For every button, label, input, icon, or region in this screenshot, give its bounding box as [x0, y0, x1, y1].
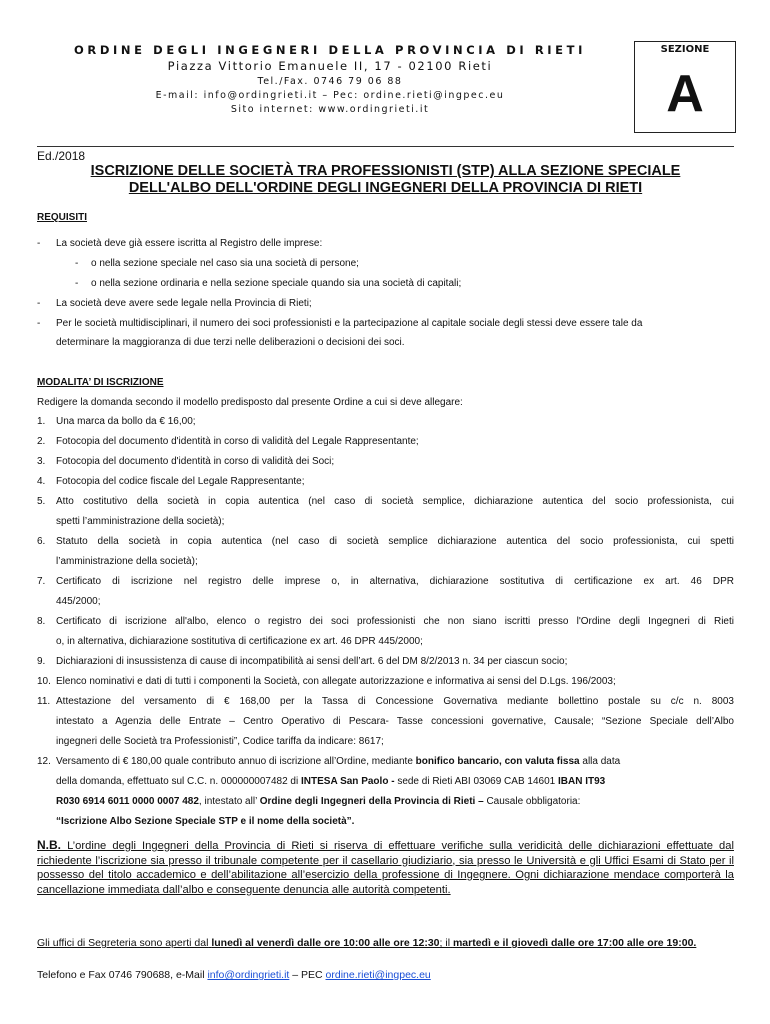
- org-phone: Tel./Fax. 0746 79 06 88: [257, 76, 403, 87]
- payment-text: sede di Rieti ABI 03069 CAB 14601: [397, 776, 556, 787]
- item-number: 5.: [37, 496, 46, 507]
- payment-text: , intestato all’: [198, 796, 257, 807]
- payment-text: Causale obbligatoria:: [486, 796, 581, 807]
- item-number: 7.: [37, 576, 46, 587]
- list-item-cont: l’amministrazione della società);: [56, 556, 198, 567]
- modalita-heading: MODALITA’ DI ISCRIZIONE: [37, 377, 164, 388]
- header-divider: [37, 146, 734, 147]
- hours-text: ; il: [439, 937, 451, 949]
- list-item: Una marca da bollo da € 16,00;: [56, 416, 196, 427]
- payment-text: alla data: [582, 756, 621, 767]
- modalita-intro: Redigere la domanda secondo il modello predisposto dal presente Ordine a cui si deve allegare:: [37, 397, 463, 408]
- list-item-cont: ingegneri delle Società tra Professionisti”, Codice tariffa da indicare: 8617;: [56, 736, 384, 747]
- beneficiary: Ordine degli Ingegneri della Provincia di Rieti –: [259, 796, 484, 807]
- email-link[interactable]: info@ordingrieti.it: [207, 969, 290, 981]
- list-item: Atto costitutivo della società in copia autentica (nel caso di società semplice, dichiarazione autentica del socio professionista, cui: [56, 496, 734, 507]
- requisito-item: La società deve avere sede legale nella Provincia di Rieti;: [56, 298, 312, 309]
- office-hours: [37, 937, 734, 950]
- list-item: Certificato di iscrizione nel registro delle imprese o, in alternativa, dichiarazione sostitutiva di certificazione ex art. 46 DPR: [56, 576, 734, 587]
- section-box: [634, 41, 736, 133]
- item-number: 1.: [37, 416, 46, 427]
- pec-link[interactable]: ordine.rieti@ingpec.eu: [325, 969, 431, 981]
- list-item: Certificato di iscrizione all'albo, elenco o registro dei soci professionisti che non siano iscritti presso l'Ordine degli Ingegneri di Rieti: [56, 616, 734, 627]
- org-email: E-mail: info@ordingrieti.it – Pec: ordine.rieti@ingpec.eu: [155, 90, 505, 101]
- payment-text: Versamento di € 180,00 quale contributo annuo di iscrizione all’Ordine, mediante: [56, 756, 413, 767]
- bank-name: INTESA San Paolo -: [301, 776, 395, 787]
- bullet-dash: -: [37, 238, 41, 249]
- contact-text: – PEC: [292, 969, 323, 981]
- item-number: 4.: [37, 476, 46, 487]
- requisiti-heading: REQUISITI: [37, 212, 88, 223]
- list-item-cont: spetti l’amministrazione della società);: [56, 516, 225, 527]
- org-address: Piazza Vittorio Emanuele II, 17 - 02100 Rieti: [167, 59, 493, 73]
- list-item-cont: intestato a Agenzia delle Entrate – Centro Operativo di Pescara- Tasse concessioni governative, Causale; “Sezione Speciale dell’Albo: [56, 716, 734, 727]
- list-item-cont: [56, 816, 354, 827]
- section-label: SEZIONE: [660, 44, 710, 55]
- list-item: Fotocopia del documento d'identità in corso di validità del Legale Rappresentante;: [56, 436, 419, 447]
- requisito-item-cont: determinare la maggioranza di due terzi nelle deliberazioni o decisioni dei soci.: [56, 337, 405, 348]
- item-number: 10.: [37, 676, 51, 687]
- list-item: Attestazione del versamento di € 168,00 per la Tassa di Concessione Governativa mediante bollettino postale su c/c n. 8003: [56, 696, 734, 707]
- hours-weekdays: lunedì al venerdì dalle ore 10:00 alle ore 12:30: [211, 937, 440, 949]
- list-item: Fotocopia del codice fiscale del Legale Rappresentante;: [56, 476, 305, 487]
- list-item: Fotocopia del documento d'identità in corso di validità dei Soci;: [56, 456, 335, 467]
- org-website: Sito internet: www.ordingrieti.it: [230, 104, 430, 115]
- list-item: Elenco nominativi e dati di tutti i componenti la Società, con allegate autorizzazione e informativa ai sensi del D.Lgs. 196/2003;: [56, 676, 616, 687]
- org-name: ORDINE DEGLI INGEGNERI DELLA PROVINCIA DI RIETI: [74, 43, 586, 57]
- item-number: 3.: [37, 456, 46, 467]
- requisito-item: Per le società multidisciplinari, il numero dei soci professionisti e la partecipazione al capitale sociale degli stessi deve essere tale da: [56, 318, 643, 329]
- item-number: 6.: [37, 536, 46, 547]
- item-number: 9.: [37, 656, 46, 667]
- payment-text: della domanda, effettuato sul C.C. n. 000000007482 di: [56, 776, 299, 787]
- bullet-dash: -: [75, 258, 79, 269]
- payment-causale: “Iscrizione Albo Sezione Speciale STP e il nome della società”.: [56, 816, 355, 827]
- iban-part: R030 6914 6011 0000 0007 482: [56, 796, 199, 807]
- hours-afternoon-end: alle ore 19:00.: [626, 937, 697, 949]
- nb-text: L’ordine degli Ingegneri della Provincia di Rieti si riserva di effettuare verifiche sulla veridicità delle dichiarazioni effettuate dal richiedente l’iscrizione sia presso il tribunale competente per il casellario giudiziario, sia presso le Università e gli Uffici Esami di Stato per il possesso del titolo accademico e dell’abilitazione all’esercizio della professione di Ingegnere. Ogni dichiarazione mendace comporterà la cancellazione immediata dall’albo e conseguente denuncia alle autorità competenti.: [37, 840, 734, 896]
- section-letter: A: [666, 65, 704, 123]
- item-number: 11.: [37, 696, 51, 707]
- requisito-item: La società deve già essere iscritta al Registro delle imprese:: [56, 238, 323, 249]
- contact-text: Telefono e Fax 0746 790688, e-Mail: [37, 969, 205, 981]
- payment-method: bonifico bancario, con valuta fissa: [415, 756, 580, 767]
- hours-text: Gli uffici di Segreteria sono aperti dal: [37, 937, 209, 949]
- item-number: 2.: [37, 436, 46, 447]
- list-item: Dichiarazioni di insussistenza di cause di incompatibilità ai sensi dell’art. 6 del DM 8/2/2013 n. 34 per ciascun socio;: [56, 656, 568, 667]
- edition-label: Ed./2018: [37, 149, 86, 163]
- hours-afternoon: martedì e il giovedì dalle ore 17:00: [452, 937, 624, 949]
- list-item-cont: 445/2000;: [56, 596, 101, 607]
- list-item-cont: o, in alternativa, dichiarazione sostitutiva di certificazione ex art. 46 DPR 445/2000;: [56, 636, 423, 647]
- bullet-dash: -: [75, 278, 79, 289]
- list-item: [56, 756, 620, 767]
- bullet-dash: -: [37, 318, 41, 329]
- nb-label: N.B.: [37, 838, 61, 852]
- list-item-cont: [56, 776, 605, 787]
- item-number: 8.: [37, 616, 46, 627]
- bullet-dash: -: [37, 298, 41, 309]
- list-item-cont: [56, 796, 580, 807]
- contact-line: [37, 969, 431, 981]
- document-title-line1: ISCRIZIONE DELLE SOCIETÀ TRA PROFESSIONISTI (STP) ALLA SEZIONE SPECIALE: [90, 163, 681, 179]
- list-item: Statuto della società in copia autentica (nel caso di società semplice dichiarazione autentica del socio professionista, cui spetti: [56, 536, 734, 547]
- requisito-subitem: o nella sezione speciale nel caso sia una società di persone;: [91, 258, 359, 269]
- iban-part: IBAN IT93: [557, 776, 606, 787]
- item-number: 12.: [37, 756, 51, 767]
- requisito-subitem: o nella sezione ordinaria e nella sezione speciale quando sia una società di capitali;: [91, 278, 462, 289]
- nb-paragraph: [37, 838, 734, 897]
- document-title-line2: DELL'ALBO DELL'ORDINE DEGLI INGEGNERI DELLA PROVINCIA DI RIETI: [128, 180, 643, 196]
